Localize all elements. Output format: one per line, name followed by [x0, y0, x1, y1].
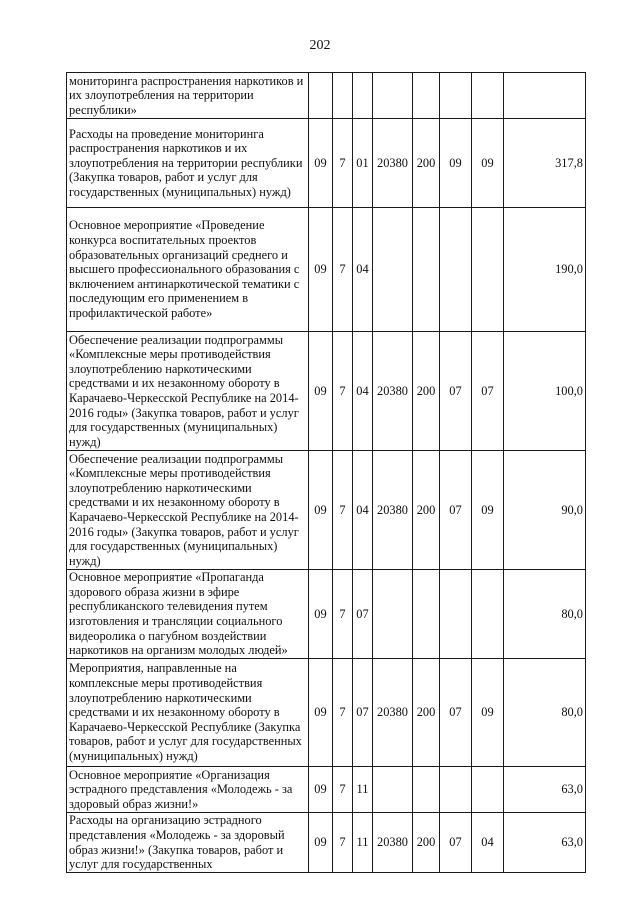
code-3: 11: [353, 767, 373, 813]
table-row: [67, 332, 586, 451]
code-1: 09: [309, 208, 333, 332]
code-4: [373, 73, 413, 119]
amount: 80,0: [504, 659, 586, 767]
code-2: 7: [333, 813, 353, 873]
code-7: 09: [472, 451, 504, 570]
code-1: 09: [309, 451, 333, 570]
code-5: [413, 767, 440, 813]
code-2: 7: [333, 767, 353, 813]
code-2: 7: [333, 208, 353, 332]
amount: 80,0: [504, 570, 586, 659]
table-row: [67, 767, 586, 813]
amount: [504, 73, 586, 119]
row-description: Обеспечение реализации подпрограммы «Комплексные меры противодействия злоупотреблению наркотическими средствами и их незаконному обороту в Карачаево-Черкесской Республике на 2014-2016 годы» (Закупка товаров, работ и услуг для государственных (муниципальных) нужд): [67, 332, 309, 451]
code-2: [333, 73, 353, 119]
code-4: 20380: [373, 813, 413, 873]
amount: 190,0: [504, 208, 586, 332]
row-description: Мероприятия, направленные на комплексные меры противодействия злоупотреблению наркотическими средствами и их незаконному обороту в Карачаево-Черкесской Республике (Закупка товаров, работ и услуг для государственных (муниципальных) нужд): [67, 659, 309, 767]
code-1: 09: [309, 659, 333, 767]
table-row: [67, 570, 586, 659]
code-5: 200: [413, 119, 440, 208]
code-6: [440, 73, 472, 119]
code-3: [353, 73, 373, 119]
budget-table: [66, 72, 586, 873]
code-7: [472, 73, 504, 119]
amount: 63,0: [504, 767, 586, 813]
table-row: [67, 659, 586, 767]
code-7: [472, 570, 504, 659]
code-1: 09: [309, 332, 333, 451]
code-5: [413, 570, 440, 659]
row-description: Основное мероприятие «Организация эстрадного представления «Молодежь - за здоровый образ жизни!»: [67, 767, 309, 813]
code-6: [440, 767, 472, 813]
code-3: 04: [353, 208, 373, 332]
code-1: 09: [309, 570, 333, 659]
code-5: 200: [413, 813, 440, 873]
code-1: 09: [309, 813, 333, 873]
code-3: 07: [353, 570, 373, 659]
amount: 90,0: [504, 451, 586, 570]
code-6: 07: [440, 451, 472, 570]
table-row: [67, 119, 586, 208]
code-7: 04: [472, 813, 504, 873]
code-3: 11: [353, 813, 373, 873]
table-row: [67, 813, 586, 873]
table-row: [67, 73, 586, 119]
code-5: 200: [413, 659, 440, 767]
code-2: 7: [333, 570, 353, 659]
row-description: мониторинга распространения наркотиков и их злоупотребления на территории республики»: [67, 73, 309, 119]
code-4: [373, 208, 413, 332]
code-2: 7: [333, 659, 353, 767]
code-3: 07: [353, 659, 373, 767]
code-5: 200: [413, 451, 440, 570]
amount: 63,0: [504, 813, 586, 873]
code-1: [309, 73, 333, 119]
code-5: [413, 73, 440, 119]
table-body: [67, 73, 586, 873]
code-7: [472, 767, 504, 813]
code-6: 07: [440, 813, 472, 873]
code-4: 20380: [373, 119, 413, 208]
code-4: [373, 767, 413, 813]
row-description: Обеспечение реализации подпрограммы «Комплексные меры противодействия злоупотреблению наркотическими средствами и их незаконному обороту в Карачаево-Черкесской Республике на 2014-2016 годы» (Закупка товаров, работ и услуг для государственных (муниципальных) нужд): [67, 451, 309, 570]
code-7: [472, 208, 504, 332]
amount: 100,0: [504, 332, 586, 451]
code-3: 01: [353, 119, 373, 208]
code-6: 07: [440, 659, 472, 767]
code-3: 04: [353, 332, 373, 451]
row-description: Расходы на проведение мониторинга распространения наркотиков и их злоупотребления на территории республики (Закупка товаров, работ и услуг для государственных (муниципальных) нужд): [67, 119, 309, 208]
code-6: 09: [440, 119, 472, 208]
code-2: 7: [333, 451, 353, 570]
amount: 317,8: [504, 119, 586, 208]
code-2: 7: [333, 332, 353, 451]
code-3: 04: [353, 451, 373, 570]
row-description: Расходы на организацию эстрадного представления «Молодежь - за здоровый образ жизни!» (Закупка товаров, работ и услуг для государственных: [67, 813, 309, 873]
code-4: 20380: [373, 659, 413, 767]
code-6: [440, 570, 472, 659]
row-description: Основное мероприятие «Пропаганда здорового образа жизни в эфире республиканского телевидения путем изготовления и трансляции социального видеоролика о пагубном воздействии наркотиков на организм молодых людей»: [67, 570, 309, 659]
table-row: [67, 451, 586, 570]
code-5: [413, 208, 440, 332]
code-1: 09: [309, 119, 333, 208]
code-4: 20380: [373, 451, 413, 570]
code-7: 09: [472, 119, 504, 208]
code-7: 07: [472, 332, 504, 451]
code-2: 7: [333, 119, 353, 208]
code-6: 07: [440, 332, 472, 451]
page-number: 202: [309, 38, 331, 53]
code-5: 200: [413, 332, 440, 451]
code-4: 20380: [373, 332, 413, 451]
code-6: [440, 208, 472, 332]
code-7: 09: [472, 659, 504, 767]
code-4: [373, 570, 413, 659]
table-row: [67, 208, 586, 332]
row-description: Основное мероприятие «Проведение конкурса воспитательных проектов образовательных организаций среднего и высшего профессионального образования с включением антинаркотической тематики с последующим его применением в профилактической работе»: [67, 208, 309, 332]
code-1: 09: [309, 767, 333, 813]
